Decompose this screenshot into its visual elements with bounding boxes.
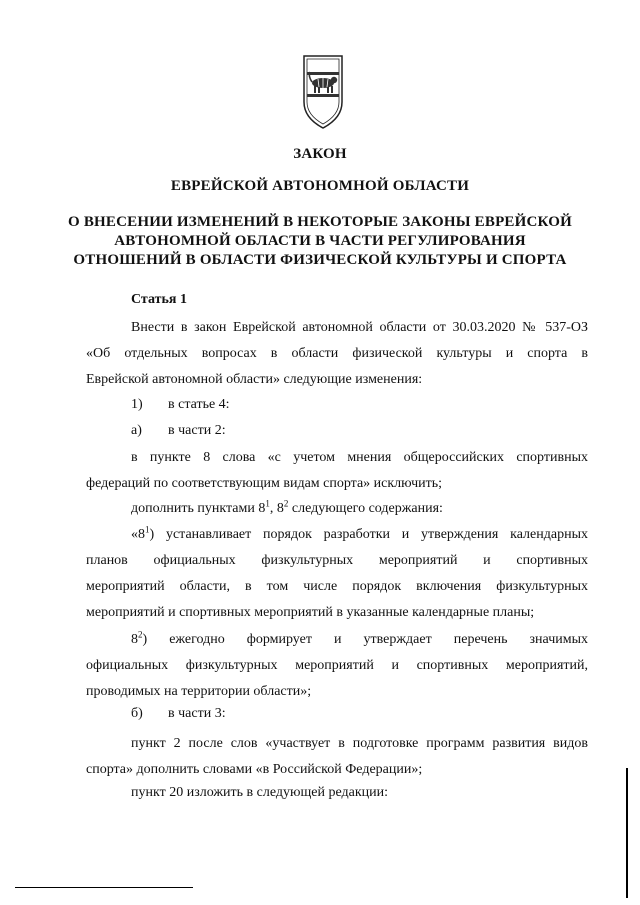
point-8-2-paragraph [86,627,588,705]
point-8-line-1: в пункте 8 слова «с учетом мнения общероссийских спортивных [131,450,588,465]
document-type-title: ЗАКОН [293,146,347,162]
point-8-2-line-1: $8^2$) ежегодно формирует и утверждает перечень значимых [131,629,588,647]
item-b-text: в части 3: [168,706,226,721]
point-8-2-line-2: официальных физкультурных мероприятий и спортивных мероприятий, [86,658,588,673]
article-heading: Статья 1 [131,292,187,307]
coat-of-arms-emblem [298,50,348,132]
law-name-line-1: О ВНЕСЕНИИ ИЗМЕНЕНИЙ В НЕКОТОРЫЕ ЗАКОНЫ ЕВРЕЙСКОЙ [68,214,572,230]
point-8-1-line-1: «$8^1$) устанавливает порядок разработки и утверждения календарных [131,524,588,542]
point-2-line-1: пункт 2 после слов «участвует в подготовке программ развития видов [131,736,588,751]
point-8-line-2: федераций по соответствующим видам спорта» исключить; [86,476,443,491]
law-name-line-2: АВТОНОМНОЙ ОБЛАСТИ В ЧАСТИ РЕГУЛИРОВАНИЯ [114,233,526,249]
point-8-paragraph [86,445,588,497]
point-20-paragraph: пункт 20 изложить в следующей редакции: [131,785,388,800]
item-1-number: 1) [131,397,143,412]
intro-line-1: Внести в закон Еврейской автономной области от 30.03.2020 № 537-ОЗ [131,320,588,335]
article-intro-paragraph [86,315,588,393]
document-subject-title: ЕВРЕЙСКОЙ АВТОНОМНОЙ ОБЛАСТИ [170,178,470,194]
item-b-number: б) [131,706,143,721]
law-name-line-3: ОТНОШЕНИЙ В ОБЛАСТИ ФИЗИЧЕСКОЙ КУЛЬТУРЫ И СПОРТА [73,252,567,268]
footnote-separator-line [15,887,193,888]
intro-line-2: «Об отдельных вопросах в области физической культуры и спорта в [86,346,588,361]
point-8-1-line-4: мероприятий и спортивных мероприятий в указанные календарные планы; [86,605,535,620]
item-a-text: в части 2: [168,423,226,438]
intro-line-3: Еврейской автономной области» следующие изменения: [86,372,423,387]
item-a-number: а) [131,423,142,438]
point-8-1-line-2: планов официальных физкультурных мероприятий и спортивных [86,553,588,568]
add-points-paragraph: дополнить пунктами $8^1$, $8^2$ следующего содержания: [131,498,443,516]
point-8-1-line-3: мероприятий области, в том числе порядок включения физкультурных [86,579,588,594]
point-8-2-line-3: проводимых на территории области»; [86,684,312,699]
scan-edge-line [626,768,628,898]
point-2-paragraph [86,731,588,783]
point-2-line-2: спорта» дополнить словами «в Российской Федерации»; [86,762,423,777]
law-name-title [0,213,640,270]
item-1-text: в статье 4: [168,397,230,412]
point-8-1-paragraph [86,522,588,626]
